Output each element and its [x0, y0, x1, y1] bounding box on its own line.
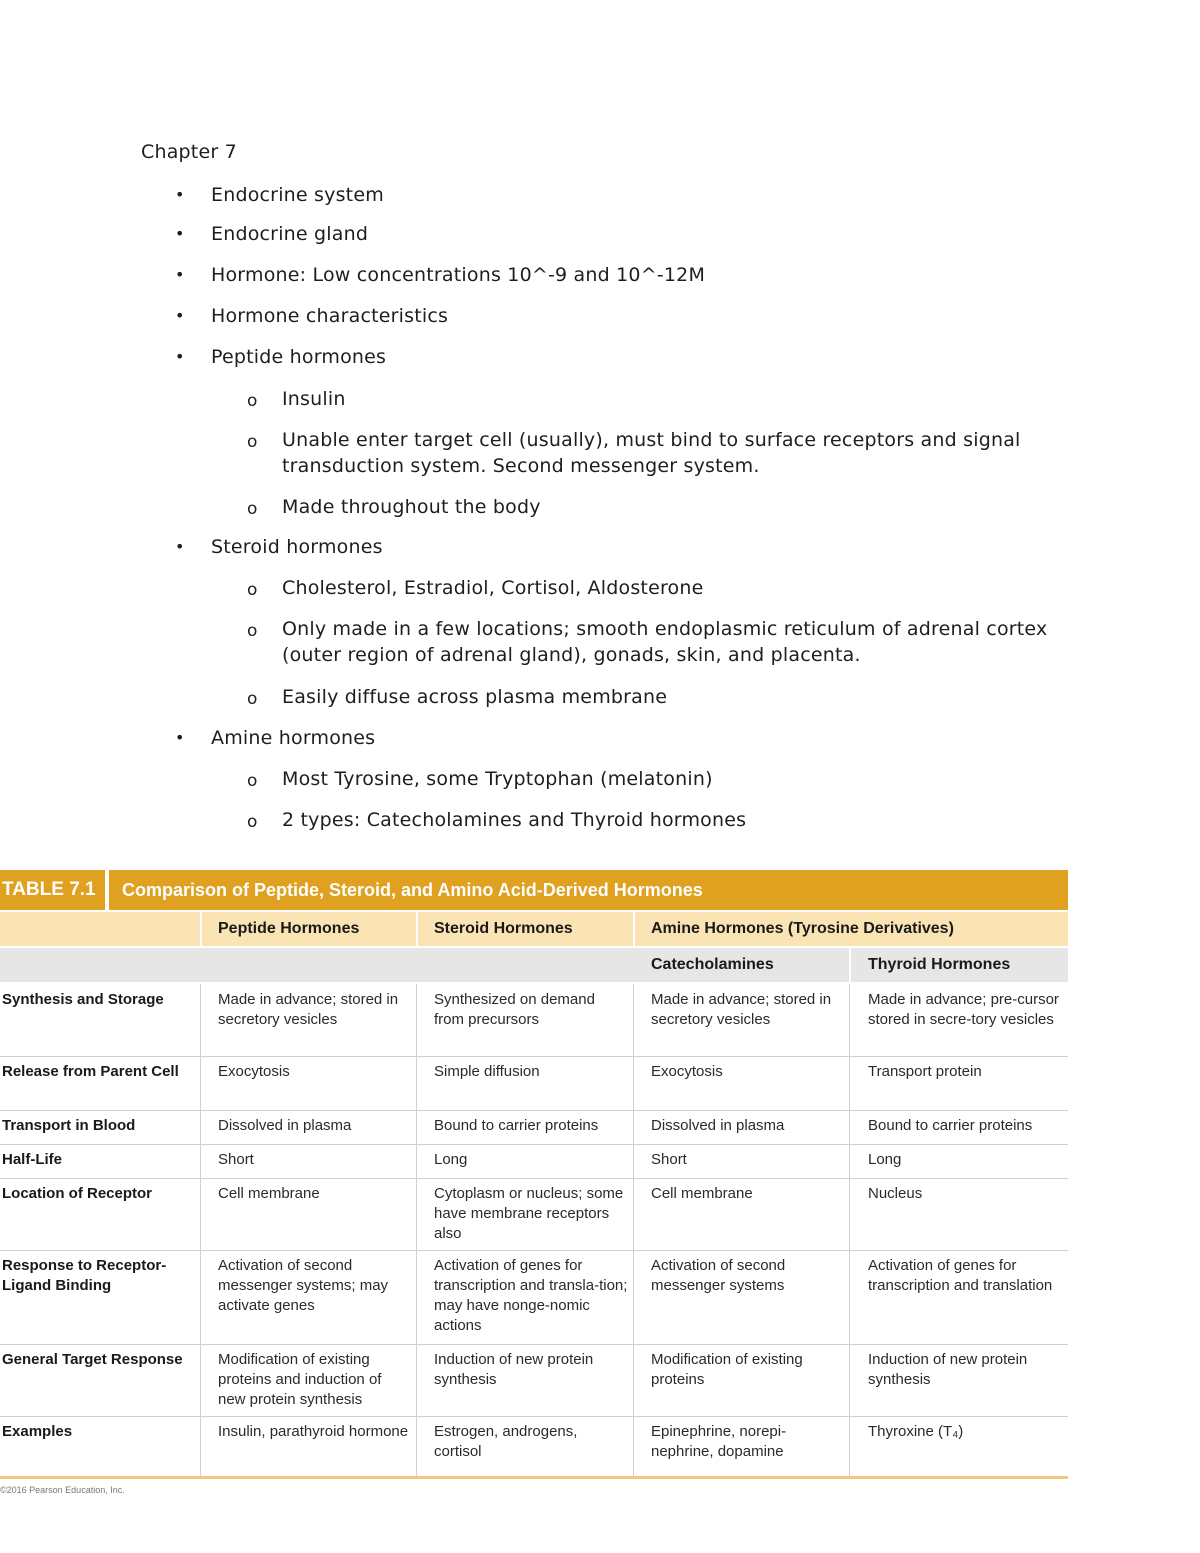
table-cell: Dissolved in plasma — [218, 1117, 352, 1134]
list-item-text: Only made in a few locations; smooth endoplasmic reticulum of adrenal cortex (outer region of adrenal gland), gonads, skin, and placenta. — [282, 618, 1048, 666]
table-cell: Long — [434, 1151, 468, 1168]
table-cell: Dissolved in plasma — [651, 1117, 785, 1134]
bullet-icon: • — [175, 728, 185, 747]
list-item-text: Unable enter target cell (usually), must bind to surface receptors and signal transduction system. Second messenger system. — [282, 429, 1021, 477]
bullet-icon: • — [175, 224, 185, 243]
sub-bullet-icon: o — [247, 391, 258, 411]
list-item — [175, 303, 449, 329]
header-amine: Amine Hormones (Tyrosine Derivatives) — [651, 920, 954, 937]
table-title: Comparison of Peptide, Steroid, and Amino Acid-Derived Hormones — [122, 880, 703, 900]
header-divider — [200, 912, 202, 946]
sub-bullet-icon: o — [247, 689, 258, 709]
title-divider — [105, 870, 109, 910]
table-cell: Cytoplasm or nucleus; some have membrane receptors also — [434, 1185, 624, 1242]
row-divider — [0, 1250, 1068, 1251]
column-divider — [200, 984, 201, 1476]
list-item — [247, 575, 1082, 601]
table-cell: Estrogen, androgens, cortisol — [434, 1423, 578, 1460]
table-cell: Epinephrine, norepi-nephrine, dopamine — [651, 1423, 787, 1460]
table-cell: Cell membrane — [651, 1185, 753, 1202]
table-id: TABLE 7.1 — [2, 879, 96, 900]
list-item-text: Made throughout the body — [282, 496, 541, 518]
sub-bullet-icon: o — [247, 580, 258, 600]
copyright-credit: ©2016 Pearson Education, Inc. — [0, 1485, 125, 1495]
subheader-thyroid: Thyroid Hormones — [868, 956, 1011, 973]
list-item-text: 2 types: Catecholamines and Thyroid hormones — [282, 809, 747, 831]
table-cell: Activation of second messenger systems — [651, 1257, 786, 1294]
list-item — [247, 494, 1082, 520]
table-cell: Modification of existing proteins — [651, 1351, 803, 1388]
bullet-icon: • — [175, 347, 185, 366]
table-cell: Cell membrane — [218, 1185, 320, 1202]
table-cell: Nucleus — [868, 1185, 923, 1202]
row-label: Transport in Blood — [2, 1117, 136, 1134]
sub-bullet-icon: o — [247, 812, 258, 832]
table-cell: Bound to carrier proteins — [434, 1117, 599, 1134]
table-cell: Modification of existing proteins and induction of new protein synthesis — [218, 1351, 382, 1408]
list-item — [175, 725, 376, 751]
list-item-text: Most Tyrosine, some Tryptophan (melatonin) — [282, 768, 713, 790]
table-title-bar — [0, 870, 1068, 910]
header-divider — [633, 912, 635, 946]
bullet-icon: • — [175, 306, 185, 325]
row-divider — [0, 1416, 1068, 1417]
list-item — [247, 766, 1082, 792]
row-divider — [0, 1110, 1068, 1111]
column-divider — [416, 984, 417, 1476]
list-item — [175, 534, 383, 560]
row-label: General Target Response — [2, 1351, 183, 1368]
sub-bullet-icon: o — [247, 432, 258, 452]
row-divider — [0, 1056, 1068, 1057]
sub-bullet-icon: o — [247, 499, 258, 519]
list-item — [247, 807, 1082, 833]
table-cell: Activation of genes for transcription and transla-tion; may have nonge-nomic actions — [434, 1257, 628, 1334]
row-divider — [0, 1144, 1068, 1145]
table-cell: Exocytosis — [651, 1063, 723, 1080]
table-cell: Made in advance; stored in secretory vesicles — [218, 991, 399, 1028]
table-cell: Transport protein — [868, 1063, 982, 1080]
row-label: Location of Receptor — [2, 1185, 153, 1202]
list-item-text: Hormone: Low concentrations 10^-9 and 10^-12M — [211, 264, 706, 286]
list-item-text: Amine hormones — [211, 727, 376, 749]
table-cell: Exocytosis — [218, 1063, 290, 1080]
header-steroid: Steroid Hormones — [434, 920, 573, 937]
table-cell: Made in advance; pre-cursor stored in secre-tory vesicles — [868, 991, 1059, 1028]
list-item — [247, 427, 1082, 479]
sub-bullet-icon: o — [247, 621, 258, 641]
list-item-text: Endocrine gland — [211, 223, 369, 245]
list-item-text: Easily diffuse across plasma membrane — [282, 686, 668, 708]
bullet-icon: • — [175, 265, 185, 284]
chapter-title: Chapter 7 — [141, 141, 237, 163]
table-cell: Made in advance; stored in secretory vesicles — [651, 991, 832, 1028]
bullet-icon: • — [175, 537, 185, 556]
row-label: Release from Parent Cell — [2, 1063, 179, 1080]
row-label: Examples — [2, 1423, 73, 1440]
row-label: Response to Receptor-Ligand Binding — [2, 1257, 167, 1294]
list-item — [175, 344, 387, 370]
table-cell: Induction of new protein synthesis — [434, 1351, 594, 1388]
list-item-text: Hormone characteristics — [211, 305, 449, 327]
list-item — [175, 182, 384, 208]
list-item-text: Cholesterol, Estradiol, Cortisol, Aldosterone — [282, 577, 704, 599]
table-bottom-rule — [0, 1476, 1068, 1479]
table-cell: Insulin, parathyroid hormone — [218, 1423, 409, 1440]
list-item — [175, 221, 369, 247]
header-divider — [416, 912, 418, 946]
table-cell: Activation of genes for transcription and translation — [868, 1257, 1053, 1294]
row-label: Half-Life — [2, 1151, 62, 1168]
subheader-divider — [849, 948, 851, 982]
row-divider — [0, 1178, 1068, 1179]
table-cell: Long — [868, 1151, 902, 1168]
sub-bullet-icon: o — [247, 771, 258, 791]
table-cell: Synthesized on demand from precursors — [434, 991, 595, 1028]
list-item-text: Steroid hormones — [211, 536, 383, 558]
header-peptide: Peptide Hormones — [218, 920, 360, 937]
list-item-text: Endocrine system — [211, 184, 384, 206]
list-item-text: Insulin — [282, 388, 346, 410]
row-label: Synthesis and Storage — [2, 991, 164, 1008]
table-cell: Short — [651, 1151, 687, 1168]
row-divider — [0, 1344, 1068, 1345]
table-cell: Thyroxine (T₄) — [868, 1423, 964, 1440]
table-cell: Induction of new protein synthesis — [868, 1351, 1028, 1388]
bullet-icon: • — [175, 185, 185, 204]
column-divider — [849, 984, 850, 1476]
list-item — [247, 616, 1082, 668]
column-divider — [633, 984, 634, 1476]
list-item — [247, 684, 1082, 710]
list-item — [247, 386, 1082, 412]
table-cell: Simple diffusion — [434, 1063, 540, 1080]
table-cell: Short — [218, 1151, 254, 1168]
column-header-row — [0, 912, 1068, 946]
subheader-row — [0, 948, 1068, 982]
subheader-catecholamines: Catecholamines — [651, 956, 774, 973]
list-item — [175, 262, 706, 288]
table-cell: Bound to carrier proteins — [868, 1117, 1033, 1134]
table-cell: Activation of second messenger systems; may activate genes — [218, 1257, 389, 1314]
list-item-text: Peptide hormones — [211, 346, 387, 368]
